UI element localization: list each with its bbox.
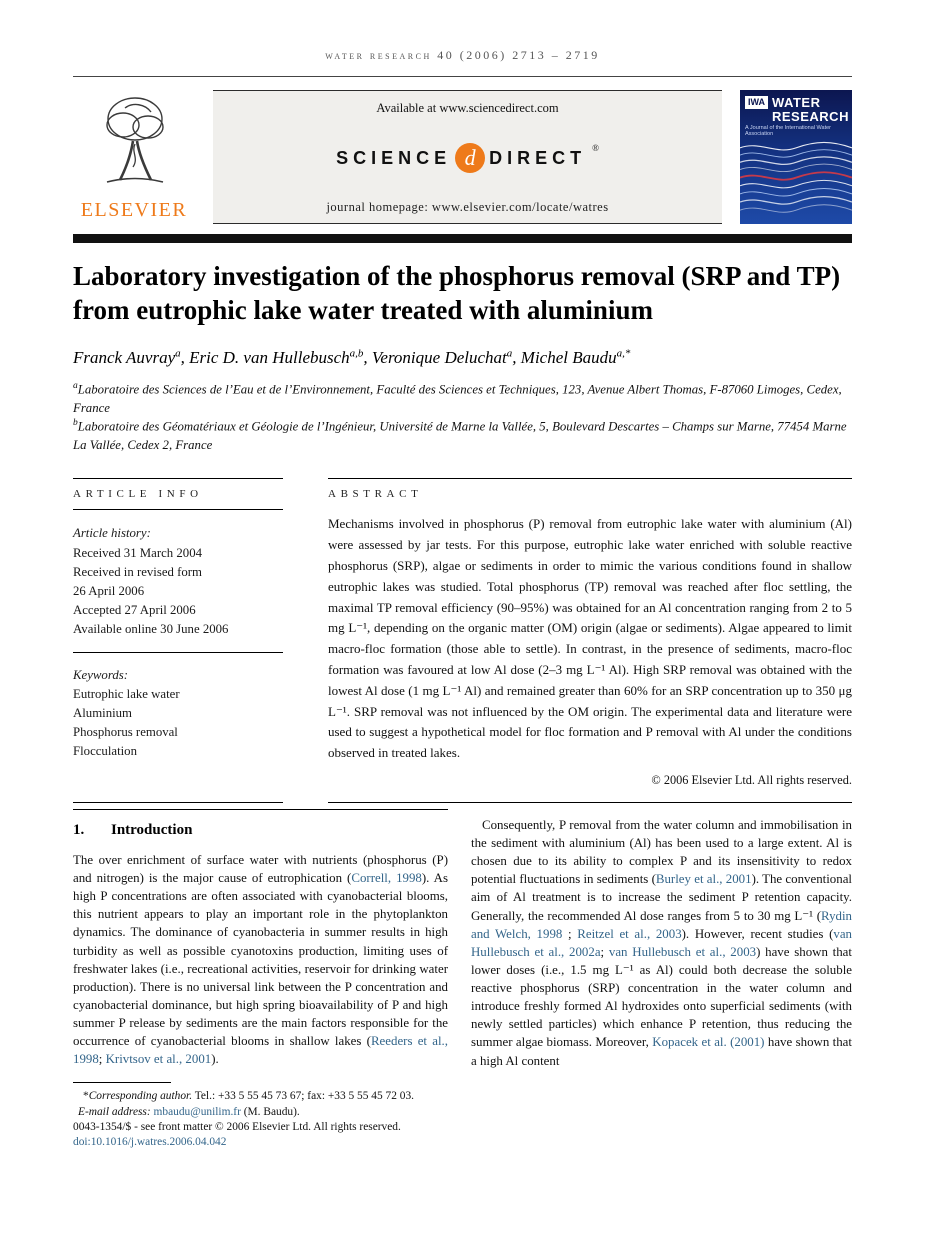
keyword-item: Eutrophic lake water <box>73 686 180 701</box>
main-left-column <box>73 809 448 1150</box>
doi-link[interactable]: doi:10.1016/j.watres.2006.04.042 <box>73 1135 227 1148</box>
elsevier-logo <box>73 90 195 224</box>
author-affiliation-marker: a,b <box>349 347 364 360</box>
history-item: Accepted 27 April 2006 <box>73 603 196 618</box>
text-run: Consequently, P removal from the water column and immobilisation in the sediment with aluminium (Al) has been used to a large extent. Al is chosen due to its ability to complex P and its insensitivity to redox potential fluctuations in sediments ( <box>471 817 852 887</box>
elsevier-wordmark: ELSEVIER <box>80 199 188 221</box>
author <box>521 348 631 367</box>
email-note <box>73 1105 448 1120</box>
publisher-info-box <box>213 90 722 224</box>
text-run: ; <box>562 926 578 941</box>
cover-masthead <box>740 90 852 124</box>
issn-line: 0043-1354/$ - see front matter © 2006 Elsevier Ltd. All rights reserved. <box>73 1120 401 1133</box>
sciencedirect-science-text: SCIENCE <box>336 147 452 168</box>
author-name: Michel Baudu <box>520 347 617 367</box>
affiliation-marker: b <box>73 418 78 429</box>
author <box>73 348 189 367</box>
text-run: ). The conventional aim of Al treatment is to increase the sediment P retention capacity. Generally, the recommended Al dose ranges from 5 to 30 mg L⁻¹ ( <box>471 872 852 923</box>
authors-line <box>73 347 852 368</box>
body-paragraph <box>471 816 852 1070</box>
citation-link[interactable]: Reitzel et al., 2003 <box>577 926 682 941</box>
keyword-item: Aluminium <box>73 705 133 720</box>
citation-link[interactable]: van Hullebusch et al., 2002a <box>471 926 853 959</box>
availability-text: Available at www.sciencedirect.com <box>376 101 559 115</box>
telephone-fax-text: Tel.: +33 5 55 45 73 67; fax: +33 5 55 45 72 03. <box>192 1090 414 1103</box>
section-number: 1. <box>73 821 85 838</box>
main-text <box>73 809 852 1150</box>
email-link[interactable]: mbaudu@unilim.fr <box>153 1105 241 1118</box>
iwa-logo: IWA <box>745 96 768 109</box>
divider-bar <box>73 234 852 243</box>
affiliation <box>73 417 852 454</box>
affiliation-text: Laboratoire des Sciences de l’Eau et de l’Environnement, Faculté des Sciences et Techniques, 123, Avenue Albert Thomas, F-87060 Limoges, Cedex, France <box>73 381 842 415</box>
text-run: ; <box>98 1052 106 1067</box>
affiliations <box>73 380 852 455</box>
sciencedirect-direct-text: DIRECT <box>489 147 587 168</box>
cover-subtitle: A Journal of the International Water Association <box>745 125 832 138</box>
column-gap <box>283 478 328 803</box>
section-heading <box>73 822 448 839</box>
text-run: have shown that a high Al content <box>471 1035 852 1068</box>
text-run: ). <box>211 1052 219 1067</box>
author-name: Eric D. van Hullebusch <box>189 347 350 367</box>
author-separator: , <box>363 347 372 367</box>
email-label: E-mail address: <box>78 1105 154 1118</box>
history-item: Received 31 March 2004 <box>73 545 202 560</box>
article-title: Laboratory investigation of the phosphorus removal (SRP and TP) from eutrophic lake water treated with aluminium <box>73 261 841 326</box>
cover-title <box>772 96 849 123</box>
affiliation <box>73 380 852 417</box>
citation-link[interactable]: Rydin and Welch, 1998 <box>471 908 852 941</box>
citation-link[interactable]: Correll, 1998 <box>351 871 422 886</box>
text-run: ; <box>600 944 609 959</box>
main-right-column <box>471 809 852 1070</box>
cover-waves-graphic <box>740 137 852 224</box>
article-info-panel <box>73 478 283 803</box>
author-separator: , <box>180 347 190 367</box>
top-rule <box>73 76 852 77</box>
author-affiliation-marker: a <box>506 347 513 360</box>
keyword-item: Flocculation <box>73 744 137 759</box>
text-run: ). As high P concentrations are often associated with cyanobacterial blooms, this nutrient appears to play an important role in the phytoplankton dynamics. The dominance of cyanobacteria in summer results in high turbidity as well as possible cyanotoxins production, limiting uses of freshwater lakes (i.e., recreational activities, reservoir for drinking water production). There is no universal link between the P concentration and cyanobacterial dominance, but high spring bioavailability of P and high summer P release by sediments are the main factors responsible for the occurrence of cyanobacterial blooms in shallow lakes ( <box>73 871 448 1049</box>
sciencedirect-logo <box>221 143 714 173</box>
email-owner-text: (M. Baudu). <box>240 1105 300 1118</box>
text-run: ). However, recent studies ( <box>681 926 834 941</box>
abstract-panel <box>328 478 852 803</box>
footnote-rule <box>73 1082 171 1083</box>
affiliation-marker: a <box>73 380 78 391</box>
footnote-star: * <box>83 1090 89 1103</box>
author-separator: , <box>512 347 521 367</box>
section-title: Introduction <box>111 821 193 838</box>
author-affiliation-marker: a,* <box>616 347 631 360</box>
registered-mark: ® <box>592 143 599 153</box>
history-item: Received in revised form <box>73 564 202 579</box>
text-run: The over enrichment of surface water with nutrients (phosphorus (P) and nitrogen) is the major cause of eutrophication ( <box>73 852 448 886</box>
author <box>372 348 521 367</box>
journal-header <box>73 90 852 224</box>
journal-reference: water research 40 (2006) 2713 – 2719 <box>325 48 600 62</box>
affiliation-text: Laboratoire des Géomatériaux et Géologie de l’Ingénieur, Université de Marne la Vallée, 5, Boulevard Descartes – Champs sur Marne, 77454 Marne La Vallée, Cedex 2, France <box>73 419 847 452</box>
sciencedirect-d-icon <box>455 143 485 173</box>
history-item: Available online 30 June 2006 <box>73 622 229 637</box>
author <box>189 348 372 367</box>
footnote <box>73 1089 448 1149</box>
article-history <box>73 510 283 652</box>
abstract-heading: ABSTRACT <box>328 488 423 501</box>
history-item: 26 April 2006 <box>73 583 145 598</box>
journal-homepage-text: journal homepage: www.elsevier.com/locate/watres <box>326 200 609 214</box>
keywords-label: Keywords: <box>73 667 128 682</box>
intro-paragraph <box>73 851 448 1069</box>
corresponding-author-note <box>73 1089 448 1104</box>
cover-title-line2: RESEARCH <box>772 108 849 124</box>
sciencedirect-d-letter: d <box>464 145 476 170</box>
article-history-label: Article history: <box>73 526 151 541</box>
article-info-heading: ARTICLE INFO <box>73 478 283 510</box>
info-abstract-block <box>73 478 852 803</box>
text-run: ) have shown that lower doses (i.e., 1.5 mg L⁻¹ as Al) could both decrease the soluble reactive phosphorus (SRP) concentration in the water column and introduce freshly formed Al hydroxides onto superficial sediments (with newly settled particles) which enhance P retention, thus reducing the summer algae biomass. Moreover, <box>471 944 852 1050</box>
citation-link[interactable]: Burley et al., 2001 <box>655 872 752 887</box>
keyword-item: Phosphorus removal <box>73 725 178 740</box>
author-name: Franck Auvray <box>73 347 176 367</box>
author-affiliation-marker: a <box>175 347 181 360</box>
author-name: Veronique Deluchat <box>371 347 507 367</box>
citation-link[interactable]: Reeders et al., 1998 <box>73 1034 448 1067</box>
journal-cover <box>740 90 852 224</box>
copyright-line: © 2006 Elsevier Ltd. All rights reserved. <box>651 772 852 787</box>
corresponding-author-label: Corresponding author. <box>88 1090 193 1103</box>
cover-title-line1: WATER <box>772 95 821 110</box>
section-rule <box>73 809 448 810</box>
citation-link[interactable]: Krivtsov et al., 2001 <box>105 1052 212 1067</box>
keywords-list <box>73 653 283 762</box>
elsevier-tree-icon <box>95 92 173 188</box>
citation-link[interactable]: van Hullebusch et al., 2003 <box>608 944 757 959</box>
abstract-text: Mechanisms involved in phosphorus (P) removal from eutrophic lake water with aluminium (Al) were assessed by jar tests. For this purpose, eutrophic lake water enriched with soluble reactive phosphorus (SRP), algae or sediments in order to mimic the various conditions found in shallow eutrophic lakes was studied. Total phosphorus (TP) removal was reached after floc settling, the maximal TP removal efficiency (90–95%) was obtained for an Al concentration ranging from 2 to 5 mg L⁻¹, depending on the organic matter (OM) origin (algae or sediments). Algae appeared to limit macro-floc formation (those able to settle). In contrast, in the presence of sediments, macro-floc formation was favoured at low Al dose (2–3 mg L⁻¹ Al). High SRP removal was obtained with the lowest Al dose (1 mg L⁻¹ Al) and remained greater than 60% for an SRP concentration up to 350 μg L⁻¹. SRP removal was not influenced by the OM origin. The experimental data and literature were used to suggest a hypothetical model for floc formation and P removal with Al under the conditions observed in treated lakes. <box>328 516 852 761</box>
citation-link[interactable]: Kopacek et al. (2001) <box>652 1035 765 1050</box>
